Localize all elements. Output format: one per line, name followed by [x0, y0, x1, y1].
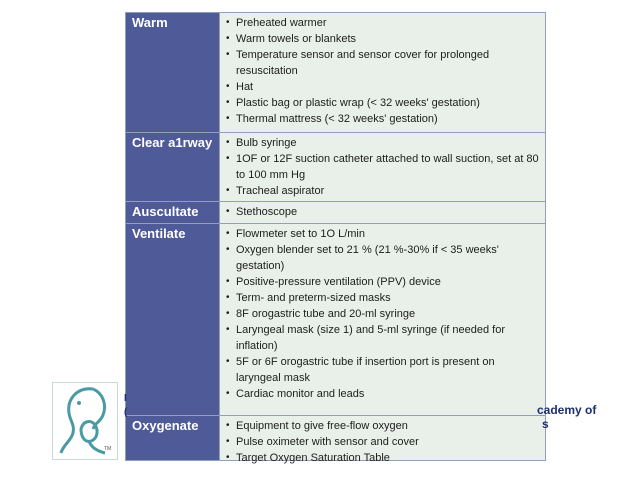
list-item: • Term- and preterm-sized masks	[226, 290, 539, 306]
list-item: • Equipment to give free-flow oxygen	[226, 418, 539, 434]
table-row	[126, 224, 545, 416]
list-item: • Warm towels or blankets	[226, 31, 539, 47]
list-item: • Pulse oximeter with sensor and cover	[226, 434, 539, 450]
table-row	[126, 416, 545, 464]
list-item: • Cardiac monitor and leads	[226, 386, 539, 402]
category-clear-airway: Clear a1rway	[126, 133, 219, 201]
organization-name-line-1: cademy of	[537, 403, 597, 417]
item-list	[219, 202, 545, 223]
item-list	[219, 133, 545, 201]
table-row	[126, 13, 545, 133]
category-warm: Warm	[126, 13, 219, 132]
partial-text: (	[124, 407, 128, 418]
category-oxygenate: Oxygenate	[126, 416, 219, 460]
list-item: • Oxygen blender set to 21 % (21 %-30% if < 35 weeks' gestation)	[226, 242, 539, 274]
list-item: • 5F or 6F orogastric tube if insertion port is present on laryngeal mask	[226, 354, 539, 386]
list-item: • Tracheal aspirator	[226, 183, 539, 199]
list-item: • Plastic bag or plastic wrap (< 32 weeks' gestation)	[226, 95, 539, 111]
list-item: • Laryngeal mask (size 1) and 5-ml syringe (if needed for inflation)	[226, 322, 539, 354]
list-item: • Bulb syringe	[226, 135, 539, 151]
list-item: • 8F orogastric tube and 20-ml syringe	[226, 306, 539, 322]
list-item: • 1OF or 12F suction catheter attached to wall suction, set at 80 to 100 mm Hg	[226, 151, 539, 183]
category-auscultate: Auscultate	[126, 202, 219, 223]
list-item: • Preheated warmer	[226, 15, 539, 31]
list-item: • Thermal mattress (< 32 weeks' gestation)	[226, 111, 539, 127]
item-list	[219, 13, 545, 132]
list-item: • Hat	[226, 79, 539, 95]
list-item: • Temperature sensor and sensor cover for prolonged resuscitation	[226, 47, 539, 79]
list-item: • Flowmeter set to 1O L/min	[226, 226, 539, 242]
list-item: • Target Oxygen Saturation Table	[226, 450, 539, 466]
list-item: • Stethoscope	[226, 204, 539, 220]
category-ventilate: Ventilate	[126, 224, 219, 415]
partial-text: I	[124, 393, 127, 404]
table-row	[126, 202, 545, 224]
organization-name-line-2: s	[542, 417, 549, 431]
item-list	[219, 416, 545, 464]
trademark-label: TM	[104, 446, 112, 452]
table-row	[126, 133, 545, 202]
list-item: • Positive-pressure ventilation (PPV) device	[226, 274, 539, 290]
equipment-table	[125, 12, 546, 464]
item-list	[219, 224, 545, 415]
